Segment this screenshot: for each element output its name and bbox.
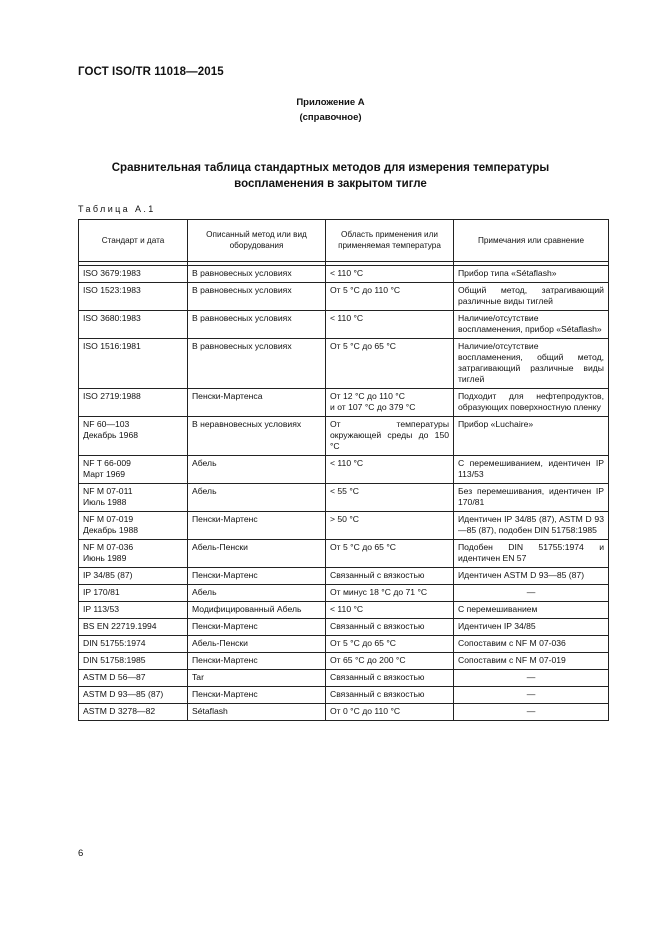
cell-note bbox=[454, 704, 609, 721]
cell-standard-line: DIN 51758:1985 bbox=[83, 655, 146, 665]
table-row bbox=[79, 602, 609, 619]
table-caption: Таблица А.1 bbox=[78, 204, 156, 214]
cell-standard-line: ISO 3680:1983 bbox=[83, 313, 141, 323]
cell-range bbox=[326, 484, 454, 512]
cell-method-line: В равновесных условиях bbox=[192, 285, 292, 295]
cell-standard-line: NF M 07-019 bbox=[83, 514, 134, 524]
table-body bbox=[79, 266, 609, 721]
cell-range-line: От 12 °C до 110 °C bbox=[330, 391, 405, 401]
header-standard: Стандарт и дата bbox=[79, 220, 188, 262]
cell-range bbox=[326, 456, 454, 484]
cell-standard-line: ISO 3679:1983 bbox=[83, 268, 141, 278]
cell-standard bbox=[79, 585, 188, 602]
cell-method bbox=[188, 339, 326, 389]
cell-range-line: < 110 °C bbox=[330, 313, 364, 323]
cell-note-line: Общий метод, затрагивающий различные виды тиглей bbox=[458, 285, 604, 306]
cell-note-line: — bbox=[526, 706, 536, 716]
cell-range-line: От 5 °C до 65 °C bbox=[330, 638, 396, 648]
cell-note bbox=[454, 636, 609, 653]
table-row bbox=[79, 266, 609, 283]
cell-note-line: Прибор типа «Sétaflash» bbox=[458, 268, 557, 278]
cell-note bbox=[454, 311, 609, 339]
cell-standard-line: DIN 51755:1974 bbox=[83, 638, 146, 648]
title-line-2: воспламенения в закрытом тигле bbox=[234, 178, 427, 190]
cell-range bbox=[326, 311, 454, 339]
cell-range-line: От 5 °C до 65 °C bbox=[330, 542, 396, 552]
cell-standard bbox=[79, 283, 188, 311]
table-row bbox=[79, 456, 609, 484]
table-row bbox=[79, 585, 609, 602]
cell-standard-line: NF 60—103 bbox=[83, 419, 130, 429]
cell-method bbox=[188, 389, 326, 417]
table-row bbox=[79, 619, 609, 636]
cell-method bbox=[188, 636, 326, 653]
cell-standard-line: NF M 07-036 bbox=[83, 542, 134, 552]
cell-range bbox=[326, 585, 454, 602]
cell-standard-line: IP 113/53 bbox=[83, 604, 119, 614]
cell-note bbox=[454, 619, 609, 636]
cell-standard bbox=[79, 687, 188, 704]
table-row bbox=[79, 283, 609, 311]
table-row bbox=[79, 670, 609, 687]
cell-note-line: Идентичен IP 34/85 (87), ASTM D 93—85 (87), подобен DIN 51758:1985 bbox=[458, 514, 604, 535]
cell-range-line: и от 107 °C до 379 °C bbox=[330, 402, 416, 412]
cell-range-line: Связанный с вязкостью bbox=[330, 689, 425, 699]
table-main-title bbox=[100, 160, 561, 192]
cell-standard bbox=[79, 339, 188, 389]
cell-method bbox=[188, 484, 326, 512]
table-row bbox=[79, 417, 609, 456]
cell-note bbox=[454, 484, 609, 512]
cell-note bbox=[454, 687, 609, 704]
cell-method-line: Пенски-Мартенса bbox=[192, 391, 263, 401]
cell-range-line: От 5 °C до 65 °C bbox=[330, 341, 396, 351]
table-row bbox=[79, 484, 609, 512]
cell-standard-line: ISO 1523:1983 bbox=[83, 285, 141, 295]
cell-method-line: Абель bbox=[192, 486, 217, 496]
cell-method-line: Sétaflash bbox=[192, 706, 228, 716]
cell-standard-line: ISO 2719:1988 bbox=[83, 391, 141, 401]
cell-range bbox=[326, 704, 454, 721]
cell-range bbox=[326, 636, 454, 653]
cell-range bbox=[326, 266, 454, 283]
cell-method bbox=[188, 512, 326, 540]
cell-method bbox=[188, 687, 326, 704]
cell-range-line: Связанный с вязкостью bbox=[330, 621, 425, 631]
cell-method-line: Абель bbox=[192, 458, 217, 468]
cell-range bbox=[326, 283, 454, 311]
cell-range bbox=[326, 417, 454, 456]
cell-range-line: От температуры окружающей среды до 150 °C bbox=[330, 419, 449, 451]
cell-method bbox=[188, 602, 326, 619]
cell-standard bbox=[79, 389, 188, 417]
cell-note-line: С перемешиванием bbox=[458, 604, 538, 614]
cell-standard bbox=[79, 484, 188, 512]
table-row bbox=[79, 568, 609, 585]
page-number: 6 bbox=[78, 848, 84, 859]
cell-method-line: Абель bbox=[192, 587, 217, 597]
cell-method bbox=[188, 417, 326, 456]
cell-note bbox=[454, 266, 609, 283]
cell-range bbox=[326, 687, 454, 704]
cell-standard-line: NF T 66-009 bbox=[83, 458, 131, 468]
cell-method bbox=[188, 266, 326, 283]
appendix-title: Приложение А bbox=[296, 97, 365, 108]
cell-range-line: Связанный с вязкостью bbox=[330, 570, 425, 580]
cell-range bbox=[326, 670, 454, 687]
cell-standard-line: ASTM D 3278—82 bbox=[83, 706, 156, 716]
cell-standard bbox=[79, 417, 188, 456]
cell-range-line: > 50 °C bbox=[330, 514, 359, 524]
cell-method bbox=[188, 653, 326, 670]
cell-standard bbox=[79, 456, 188, 484]
title-line-1: Сравнительная таблица стандартных методов для измерения температуры bbox=[111, 162, 550, 174]
cell-note bbox=[454, 512, 609, 540]
cell-method-line: Пенски-Мартенс bbox=[192, 621, 258, 631]
cell-range-line: < 55 °C bbox=[330, 486, 359, 496]
cell-range bbox=[326, 540, 454, 568]
cell-range-line: < 110 °C bbox=[330, 604, 364, 614]
cell-range bbox=[326, 602, 454, 619]
table-row bbox=[79, 339, 609, 389]
cell-standard bbox=[79, 636, 188, 653]
table-row bbox=[79, 687, 609, 704]
cell-note-line: Без перемешивания, идентичен IP 170/81 bbox=[458, 486, 604, 507]
cell-method-line: Пенски-Мартенс bbox=[192, 689, 258, 699]
cell-method bbox=[188, 456, 326, 484]
cell-method-line: Пенски-Мартенс bbox=[192, 655, 258, 665]
cell-range-line: От 5 °C до 110 °C bbox=[330, 285, 401, 295]
table-row bbox=[79, 540, 609, 568]
cell-method-line: Абель-Пенски bbox=[192, 542, 248, 552]
cell-method-line: Пенски-Мартенс bbox=[192, 570, 258, 580]
cell-method bbox=[188, 568, 326, 585]
cell-standard bbox=[79, 670, 188, 687]
cell-method bbox=[188, 311, 326, 339]
cell-note-line: Сопоставим с NF M 07-036 bbox=[458, 638, 566, 648]
cell-standard-line: Март 1969 bbox=[83, 469, 126, 479]
cell-note bbox=[454, 417, 609, 456]
cell-note bbox=[454, 283, 609, 311]
table-row bbox=[79, 636, 609, 653]
cell-note-line: Идентичен ASTM D 93—85 (87) bbox=[458, 570, 585, 580]
cell-method-line: Модифицированный Абель bbox=[192, 604, 302, 614]
cell-range-line: От 0 °C до 110 °C bbox=[330, 706, 401, 716]
cell-range bbox=[326, 339, 454, 389]
cell-standard bbox=[79, 540, 188, 568]
cell-note-line: Сопоставим с NF M 07-019 bbox=[458, 655, 566, 665]
table-row bbox=[79, 512, 609, 540]
cell-note-line: Подходит для нефтепродуктов, образующих поверхностную пленку bbox=[458, 391, 604, 412]
cell-note bbox=[454, 653, 609, 670]
comparison-table bbox=[78, 219, 609, 721]
cell-note-line: Наличие/отсутствие воспламенения, общий метод, затрагивающий различные виды тиглей bbox=[458, 341, 604, 384]
cell-standard-line: Декабрь 1988 bbox=[83, 525, 139, 535]
cell-range bbox=[326, 512, 454, 540]
cell-note bbox=[454, 670, 609, 687]
cell-note bbox=[454, 389, 609, 417]
cell-range bbox=[326, 619, 454, 636]
cell-method bbox=[188, 540, 326, 568]
cell-note-line: Наличие/отсутствие воспламенения, прибор «Sétaflash» bbox=[458, 313, 602, 334]
cell-standard bbox=[79, 602, 188, 619]
cell-range bbox=[326, 653, 454, 670]
cell-range-line: < 110 °C bbox=[330, 458, 364, 468]
cell-note bbox=[454, 585, 609, 602]
table-header-row bbox=[79, 220, 609, 262]
cell-method bbox=[188, 704, 326, 721]
cell-standard bbox=[79, 512, 188, 540]
cell-note bbox=[454, 456, 609, 484]
header-range: Область применения или применяемая температура bbox=[326, 220, 454, 262]
cell-standard bbox=[79, 568, 188, 585]
table-row bbox=[79, 704, 609, 721]
cell-method-line: Tar bbox=[192, 672, 204, 682]
table-row bbox=[79, 311, 609, 339]
document-header: ГОСТ ISO/TR 11018—2015 bbox=[78, 66, 224, 78]
cell-note bbox=[454, 602, 609, 619]
cell-standard bbox=[79, 704, 188, 721]
cell-method bbox=[188, 283, 326, 311]
cell-standard-line: Декабрь 1968 bbox=[83, 430, 139, 440]
header-method: Описанный метод или вид оборудования bbox=[188, 220, 326, 262]
cell-standard bbox=[79, 619, 188, 636]
cell-method-line: В равновесных условиях bbox=[192, 268, 292, 278]
cell-method-line: В равновесных условиях bbox=[192, 341, 292, 351]
cell-method-line: В равновесных условиях bbox=[192, 313, 292, 323]
cell-note bbox=[454, 568, 609, 585]
cell-standard bbox=[79, 266, 188, 283]
cell-standard bbox=[79, 653, 188, 670]
cell-method-line: Пенски-Мартенс bbox=[192, 514, 258, 524]
cell-range bbox=[326, 389, 454, 417]
cell-standard-line: ASTM D 56—87 bbox=[83, 672, 146, 682]
appendix-subtitle: (справочное) bbox=[299, 112, 362, 123]
cell-method-line: В неравновесных условиях bbox=[192, 419, 302, 429]
cell-note bbox=[454, 540, 609, 568]
cell-note-line: — bbox=[526, 689, 536, 699]
cell-standard-line: ISO 1516:1981 bbox=[83, 341, 141, 351]
cell-note-line: С перемешиванием, идентичен IP 113/53 bbox=[458, 458, 604, 479]
cell-standard-line: IP 170/81 bbox=[83, 587, 120, 597]
cell-standard bbox=[79, 311, 188, 339]
cell-note-line: Идентичен IP 34/85 bbox=[458, 621, 536, 631]
cell-range-line: От 65 °C до 200 °C bbox=[330, 655, 406, 665]
cell-range-line: От минус 18 °C до 71 °C bbox=[330, 587, 428, 597]
cell-standard-line: IP 34/85 (87) bbox=[83, 570, 133, 580]
cell-range bbox=[326, 568, 454, 585]
cell-note bbox=[454, 339, 609, 389]
cell-method bbox=[188, 619, 326, 636]
cell-note-line: Подобен DIN 51755:1974 и идентичен EN 57 bbox=[458, 542, 604, 563]
header-note: Примечания или сравнение bbox=[454, 220, 609, 262]
cell-standard-line: BS EN 22719.1994 bbox=[83, 621, 157, 631]
cell-note-line: — bbox=[526, 587, 536, 597]
cell-note-line: Прибор «Luchaire» bbox=[458, 419, 534, 429]
cell-range-line: < 110 °C bbox=[330, 268, 364, 278]
cell-standard-line: NF M 07-011 bbox=[83, 486, 133, 496]
cell-standard-line: Июль 1988 bbox=[83, 497, 127, 507]
cell-standard-line: Июнь 1989 bbox=[83, 553, 127, 563]
table-row bbox=[79, 389, 609, 417]
cell-method bbox=[188, 585, 326, 602]
cell-method-line: Абель-Пенски bbox=[192, 638, 248, 648]
cell-standard-line: ASTM D 93—85 (87) bbox=[83, 689, 164, 699]
cell-range-line: Связанный с вязкостью bbox=[330, 672, 425, 682]
table-row bbox=[79, 653, 609, 670]
cell-method bbox=[188, 670, 326, 687]
cell-note-line: — bbox=[526, 672, 536, 682]
